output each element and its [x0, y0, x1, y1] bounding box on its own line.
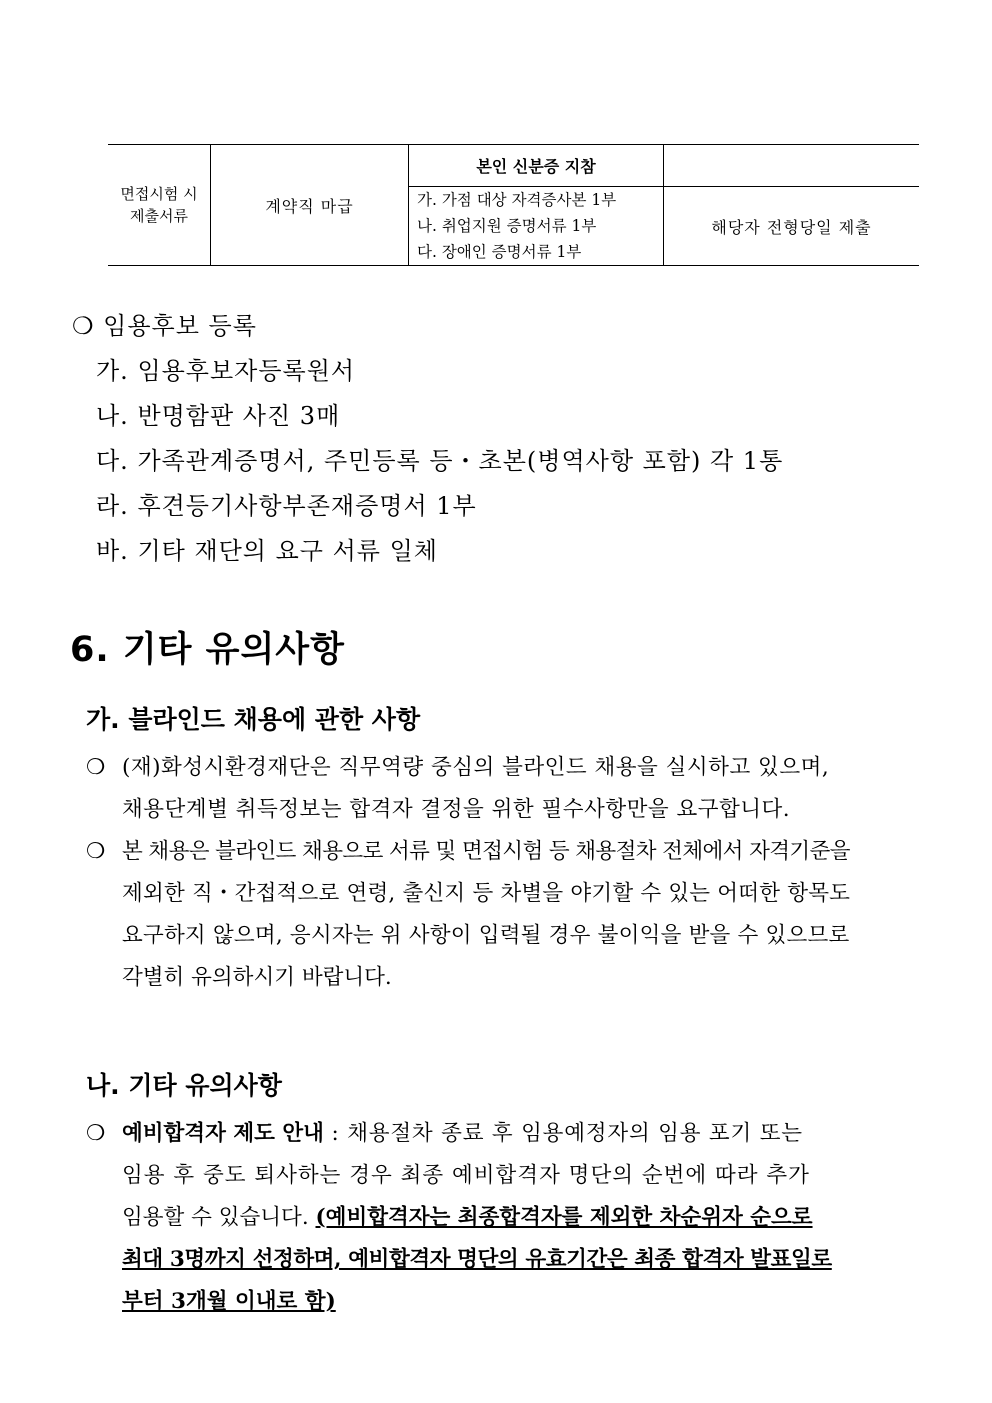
list-item: 라. 후견등기사항부존재증명서 1부: [96, 492, 477, 520]
bullet-icon: ❍: [86, 755, 106, 780]
empty-header-cell: [664, 145, 920, 187]
paragraph-line: [86, 1113, 921, 1155]
paragraph-text: 임용 후 중도 퇴사하는 경우 최종 예비합격자 명단의 순번에 따라 추가: [122, 1163, 810, 1188]
submission-documents-table: [108, 144, 919, 266]
underlined-text: 최대 3명까지 선정하며, 예비합격자 명단의 유효기간은 최종 합격자 발표일로: [122, 1247, 832, 1272]
list-item: 바. 기타 재단의 요구 서류 일체: [96, 537, 438, 565]
bold-lead: 예비합격자 제도 안내: [122, 1121, 324, 1146]
list-item: 나. 반명함판 사진 3매: [96, 402, 341, 430]
category-cell: 계약직 마급: [211, 145, 409, 266]
registration-list: [72, 304, 783, 574]
section-title: 6. 기타 유의사항: [70, 630, 345, 670]
paragraph-line: [86, 1155, 921, 1197]
table-item: 나. 취업지원 증명서류 1부: [417, 217, 597, 235]
paragraph-text: 각별히 유의하시기 바랍니다.: [122, 965, 392, 990]
list-item: 다. 가족관계증명서, 주민등록 등・초본(병역사항 포함) 각 1통: [96, 447, 784, 475]
paragraph-text: : 채용절차 종료 후 임용예정자의 임용 포기 또는: [323, 1121, 803, 1146]
paragraph-text: 요구하지 않으며, 응시자는 위 사항이 입력될 경우 불이익을 받을 수 있으므로: [122, 923, 850, 948]
underlined-text: (예비합격자는 최종합격자를 제외한 차순위자 순으로: [315, 1205, 813, 1230]
table-item: 다. 장애인 증명서류 1부: [417, 243, 582, 261]
paragraph-line: [86, 1197, 921, 1239]
paragraph-line: [86, 915, 921, 957]
bullet-icon: ❍: [86, 1121, 106, 1146]
table-item: 가. 가점 대상 자격증사본 1부: [417, 191, 617, 209]
bullet-icon: ❍: [86, 839, 106, 864]
underlined-text: 부터 3개월 이내로 함): [122, 1289, 336, 1314]
paragraph-text: 제외한 직・간접적으로 연령, 출신지 등 차별을 야기할 수 있는 어떠한 항목도: [122, 881, 851, 906]
paragraph-line: [86, 1281, 921, 1323]
reserve-candidate-paragraph: [86, 1113, 921, 1323]
subsection-title-blind: 가. 블라인드 채용에 관한 사항: [86, 705, 421, 734]
paragraph-line: [86, 747, 921, 789]
paragraph-text: 임용할 수 있습니다.: [122, 1205, 316, 1230]
paragraph-line: [86, 831, 921, 873]
paragraph-line: [86, 957, 921, 999]
paragraph-text: (재)화성시환경재단은 직무역량 중심의 블라인드 채용을 실시하고 있으며,: [122, 755, 830, 780]
row-label-cell: 면접시험 시 제출서류: [108, 145, 211, 266]
list-item: 가. 임용후보자등록원서: [96, 357, 356, 385]
paragraph-line: [86, 873, 921, 915]
paragraph-text: 채용단계별 취득정보는 합격자 결정을 위한 필수사항만을 요구합니다.: [122, 797, 791, 822]
blind-hiring-paragraphs: [86, 747, 921, 999]
items-cell: [409, 187, 664, 266]
note-cell: 해당자 전형당일 제출: [664, 187, 920, 266]
paragraph-text: 본 채용은 블라인드 채용으로 서류 및 면접시험 등 채용절차 전체에서 자격기준을: [122, 839, 850, 864]
paragraph-line: [86, 1239, 921, 1281]
header-cell: 본인 신분증 지참: [409, 145, 664, 187]
paragraph-line: [86, 789, 921, 831]
subsection-title-other: 나. 기타 유의사항: [86, 1071, 282, 1100]
registration-title: ❍ 임용후보 등록: [72, 312, 257, 340]
